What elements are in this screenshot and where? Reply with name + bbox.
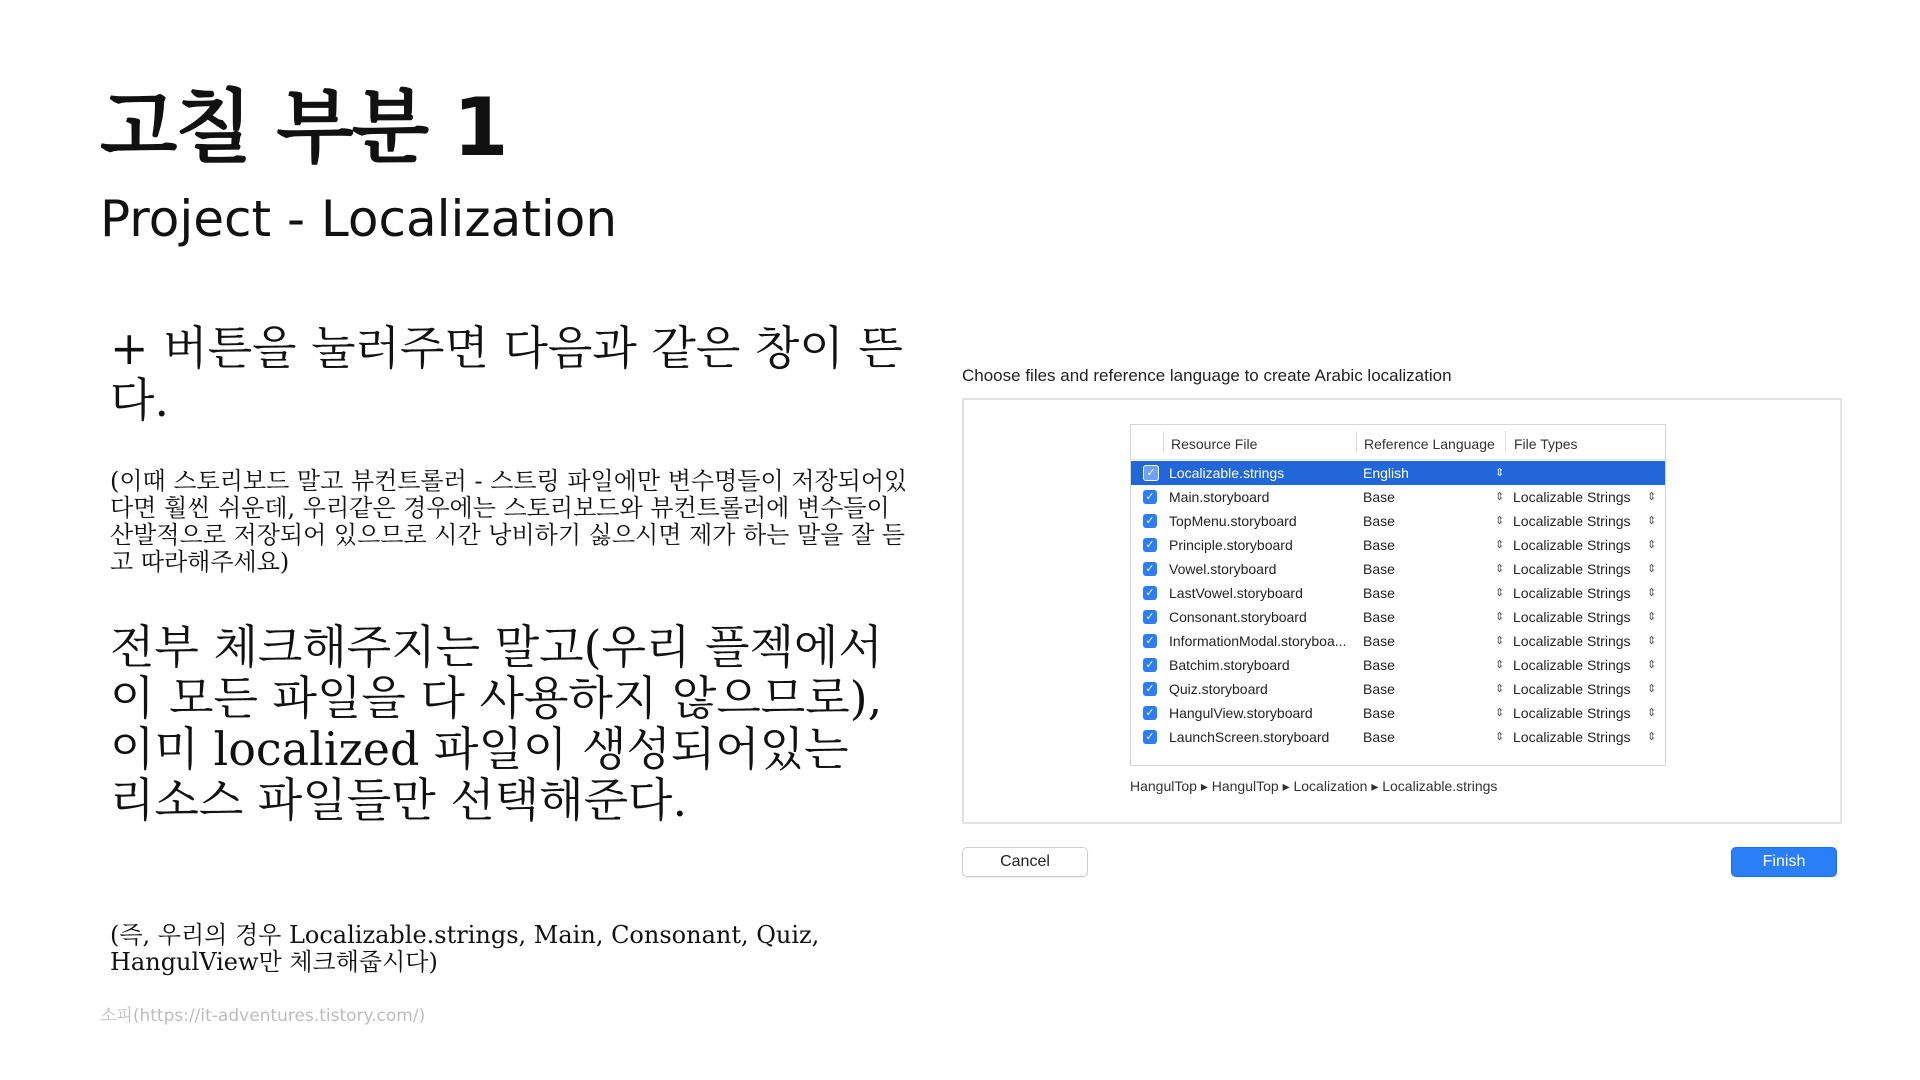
file-type: Localizable Strings [1513,537,1631,553]
resource-file-name: Quiz.storyboard [1169,681,1268,697]
file-type-stepper-icon[interactable]: ⇕ [1647,515,1657,527]
language-stepper-icon[interactable]: ⇕ [1495,515,1505,527]
header-separator [1356,431,1357,453]
paragraph-instruction: 전부 체크해주지는 말고(우리 플젝에서 이 모든 파일을 다 사용하지 않으므로), 이미 localized 파일이 생성되어있는 리소스 파일들만 선택해준다. [110,620,883,827]
file-type-stepper-icon[interactable]: ⇕ [1647,539,1657,551]
file-type: Localizable Strings [1513,729,1631,745]
resource-file-name: Consonant.storyboard [1169,609,1307,625]
checkbox[interactable]: ✓ [1143,730,1157,744]
checkbox[interactable]: ✓ [1143,586,1157,600]
language-stepper-icon[interactable]: ⇕ [1495,707,1505,719]
paragraph-example: (즉, 우리의 경우 Localizable.strings, Main, Consonant, Quiz, HangulView만 체크해줍시다) [110,921,820,976]
resource-file-name: Vowel.storyboard [1169,561,1277,577]
checkbox[interactable]: ✓ [1143,706,1157,720]
file-type-stepper-icon[interactable]: ⇕ [1647,731,1657,743]
language-stepper-icon[interactable]: ⇕ [1495,491,1505,503]
checkbox[interactable]: ✓ [1143,562,1157,576]
reference-language: English [1363,465,1409,481]
table-row[interactable] [1131,725,1665,749]
dialog-prompt: Choose files and reference language to create Arabic localization [962,366,1452,385]
file-type-stepper-icon[interactable]: ⇕ [1647,707,1657,719]
header-file-types[interactable]: File Types [1514,436,1578,452]
resource-file-name: LastVowel.storyboard [1169,585,1303,601]
resource-file-name: Localizable.strings [1169,465,1285,481]
paragraph-intro: + 버튼을 눌러주면 다음과 같은 창이 뜬다. [110,321,903,427]
table-row[interactable] [1131,557,1665,581]
reference-language: Base [1363,513,1395,529]
reference-language: Base [1363,633,1395,649]
file-type: Localizable Strings [1513,681,1631,697]
resource-table [1130,424,1666,766]
file-type-stepper-icon[interactable]: ⇕ [1647,611,1657,623]
language-stepper-icon[interactable]: ⇕ [1495,467,1505,479]
language-stepper-icon[interactable]: ⇕ [1495,539,1505,551]
file-type: Localizable Strings [1513,585,1631,601]
file-type: Localizable Strings [1513,657,1631,673]
file-type-stepper-icon[interactable]: ⇕ [1647,659,1657,671]
file-type-stepper-icon[interactable]: ⇕ [1647,587,1657,599]
table-row[interactable] [1131,461,1665,485]
file-type: Localizable Strings [1513,633,1631,649]
checkbox[interactable]: ✓ [1143,490,1157,504]
reference-language: Base [1363,489,1395,505]
language-stepper-icon[interactable]: ⇕ [1495,611,1505,623]
header-separator [1505,431,1506,453]
checkbox[interactable]: ✓ [1143,465,1159,481]
table-header [1131,425,1665,460]
checkbox[interactable]: ✓ [1143,658,1157,672]
table-row[interactable] [1131,533,1665,557]
table-row[interactable] [1131,581,1665,605]
resource-file-name: Main.storyboard [1169,489,1270,505]
table-row[interactable] [1131,701,1665,725]
finish-button[interactable]: Finish [1731,847,1837,877]
file-type-stepper-icon[interactable]: ⇕ [1647,683,1657,695]
resource-file-name: TopMenu.storyboard [1169,513,1297,529]
file-path: HangulTop ▸ HangulTop ▸ Localization ▸ Localizable.strings [1130,778,1498,794]
reference-language: Base [1363,609,1395,625]
checkbox[interactable]: ✓ [1143,610,1157,624]
language-stepper-icon[interactable]: ⇕ [1495,587,1505,599]
footer-credit: 소피(https://it-adventures.tistory.com/) [100,1006,426,1026]
cancel-button[interactable]: Cancel [962,847,1088,877]
table-row[interactable] [1131,605,1665,629]
file-type: Localizable Strings [1513,705,1631,721]
language-stepper-icon[interactable]: ⇕ [1495,659,1505,671]
table-row[interactable] [1131,629,1665,653]
reference-language: Base [1363,681,1395,697]
reference-language: Base [1363,537,1395,553]
checkbox[interactable]: ✓ [1143,514,1157,528]
file-type: Localizable Strings [1513,489,1631,505]
resource-file-name: Principle.storyboard [1169,537,1293,553]
file-type: Localizable Strings [1513,561,1631,577]
file-type: Localizable Strings [1513,513,1631,529]
language-stepper-icon[interactable]: ⇕ [1495,635,1505,647]
reference-language: Base [1363,585,1395,601]
language-stepper-icon[interactable]: ⇕ [1495,563,1505,575]
table-row[interactable] [1131,677,1665,701]
reference-language: Base [1363,657,1395,673]
file-type-stepper-icon[interactable]: ⇕ [1647,491,1657,503]
table-row[interactable] [1131,509,1665,533]
header-resource-file[interactable]: Resource File [1171,436,1258,452]
language-stepper-icon[interactable]: ⇕ [1495,683,1505,695]
table-row[interactable] [1131,653,1665,677]
header-separator [1163,431,1164,453]
resource-file-name: Batchim.storyboard [1169,657,1290,673]
language-stepper-icon[interactable]: ⇕ [1495,731,1505,743]
header-reference-language[interactable]: Reference Language [1364,436,1495,452]
reference-language: Base [1363,729,1395,745]
table-row[interactable] [1131,485,1665,509]
slide-title: 고칠 부분 1 [100,81,507,174]
checkbox[interactable]: ✓ [1143,682,1157,696]
checkbox[interactable]: ✓ [1143,634,1157,648]
resource-file-name: LaunchScreen.storyboard [1169,729,1330,745]
file-type-stepper-icon[interactable]: ⇕ [1647,635,1657,647]
paragraph-note: (이때 스토리보드 말고 뷰컨트롤러 - 스트링 파일에만 변수명들이 저장되어있다면 훨씬 쉬운데, 우리같은 경우에는 스토리보드와 뷰컨트롤러에 변수들이 산발적으로 저장되어 있으므로 시간 낭비하기 싫으시면 제가 하는 말을 잘 듣고 따라해주세요) [110,467,908,576]
checkbox[interactable]: ✓ [1143,538,1157,552]
resource-file-name: InformationModal.storyboa... [1169,633,1347,649]
reference-language: Base [1363,705,1395,721]
file-type-stepper-icon[interactable]: ⇕ [1647,563,1657,575]
file-type: Localizable Strings [1513,609,1631,625]
resource-file-name: HangulView.storyboard [1169,705,1313,721]
slide-subtitle: Project - Localization [100,190,618,248]
reference-language: Base [1363,561,1395,577]
